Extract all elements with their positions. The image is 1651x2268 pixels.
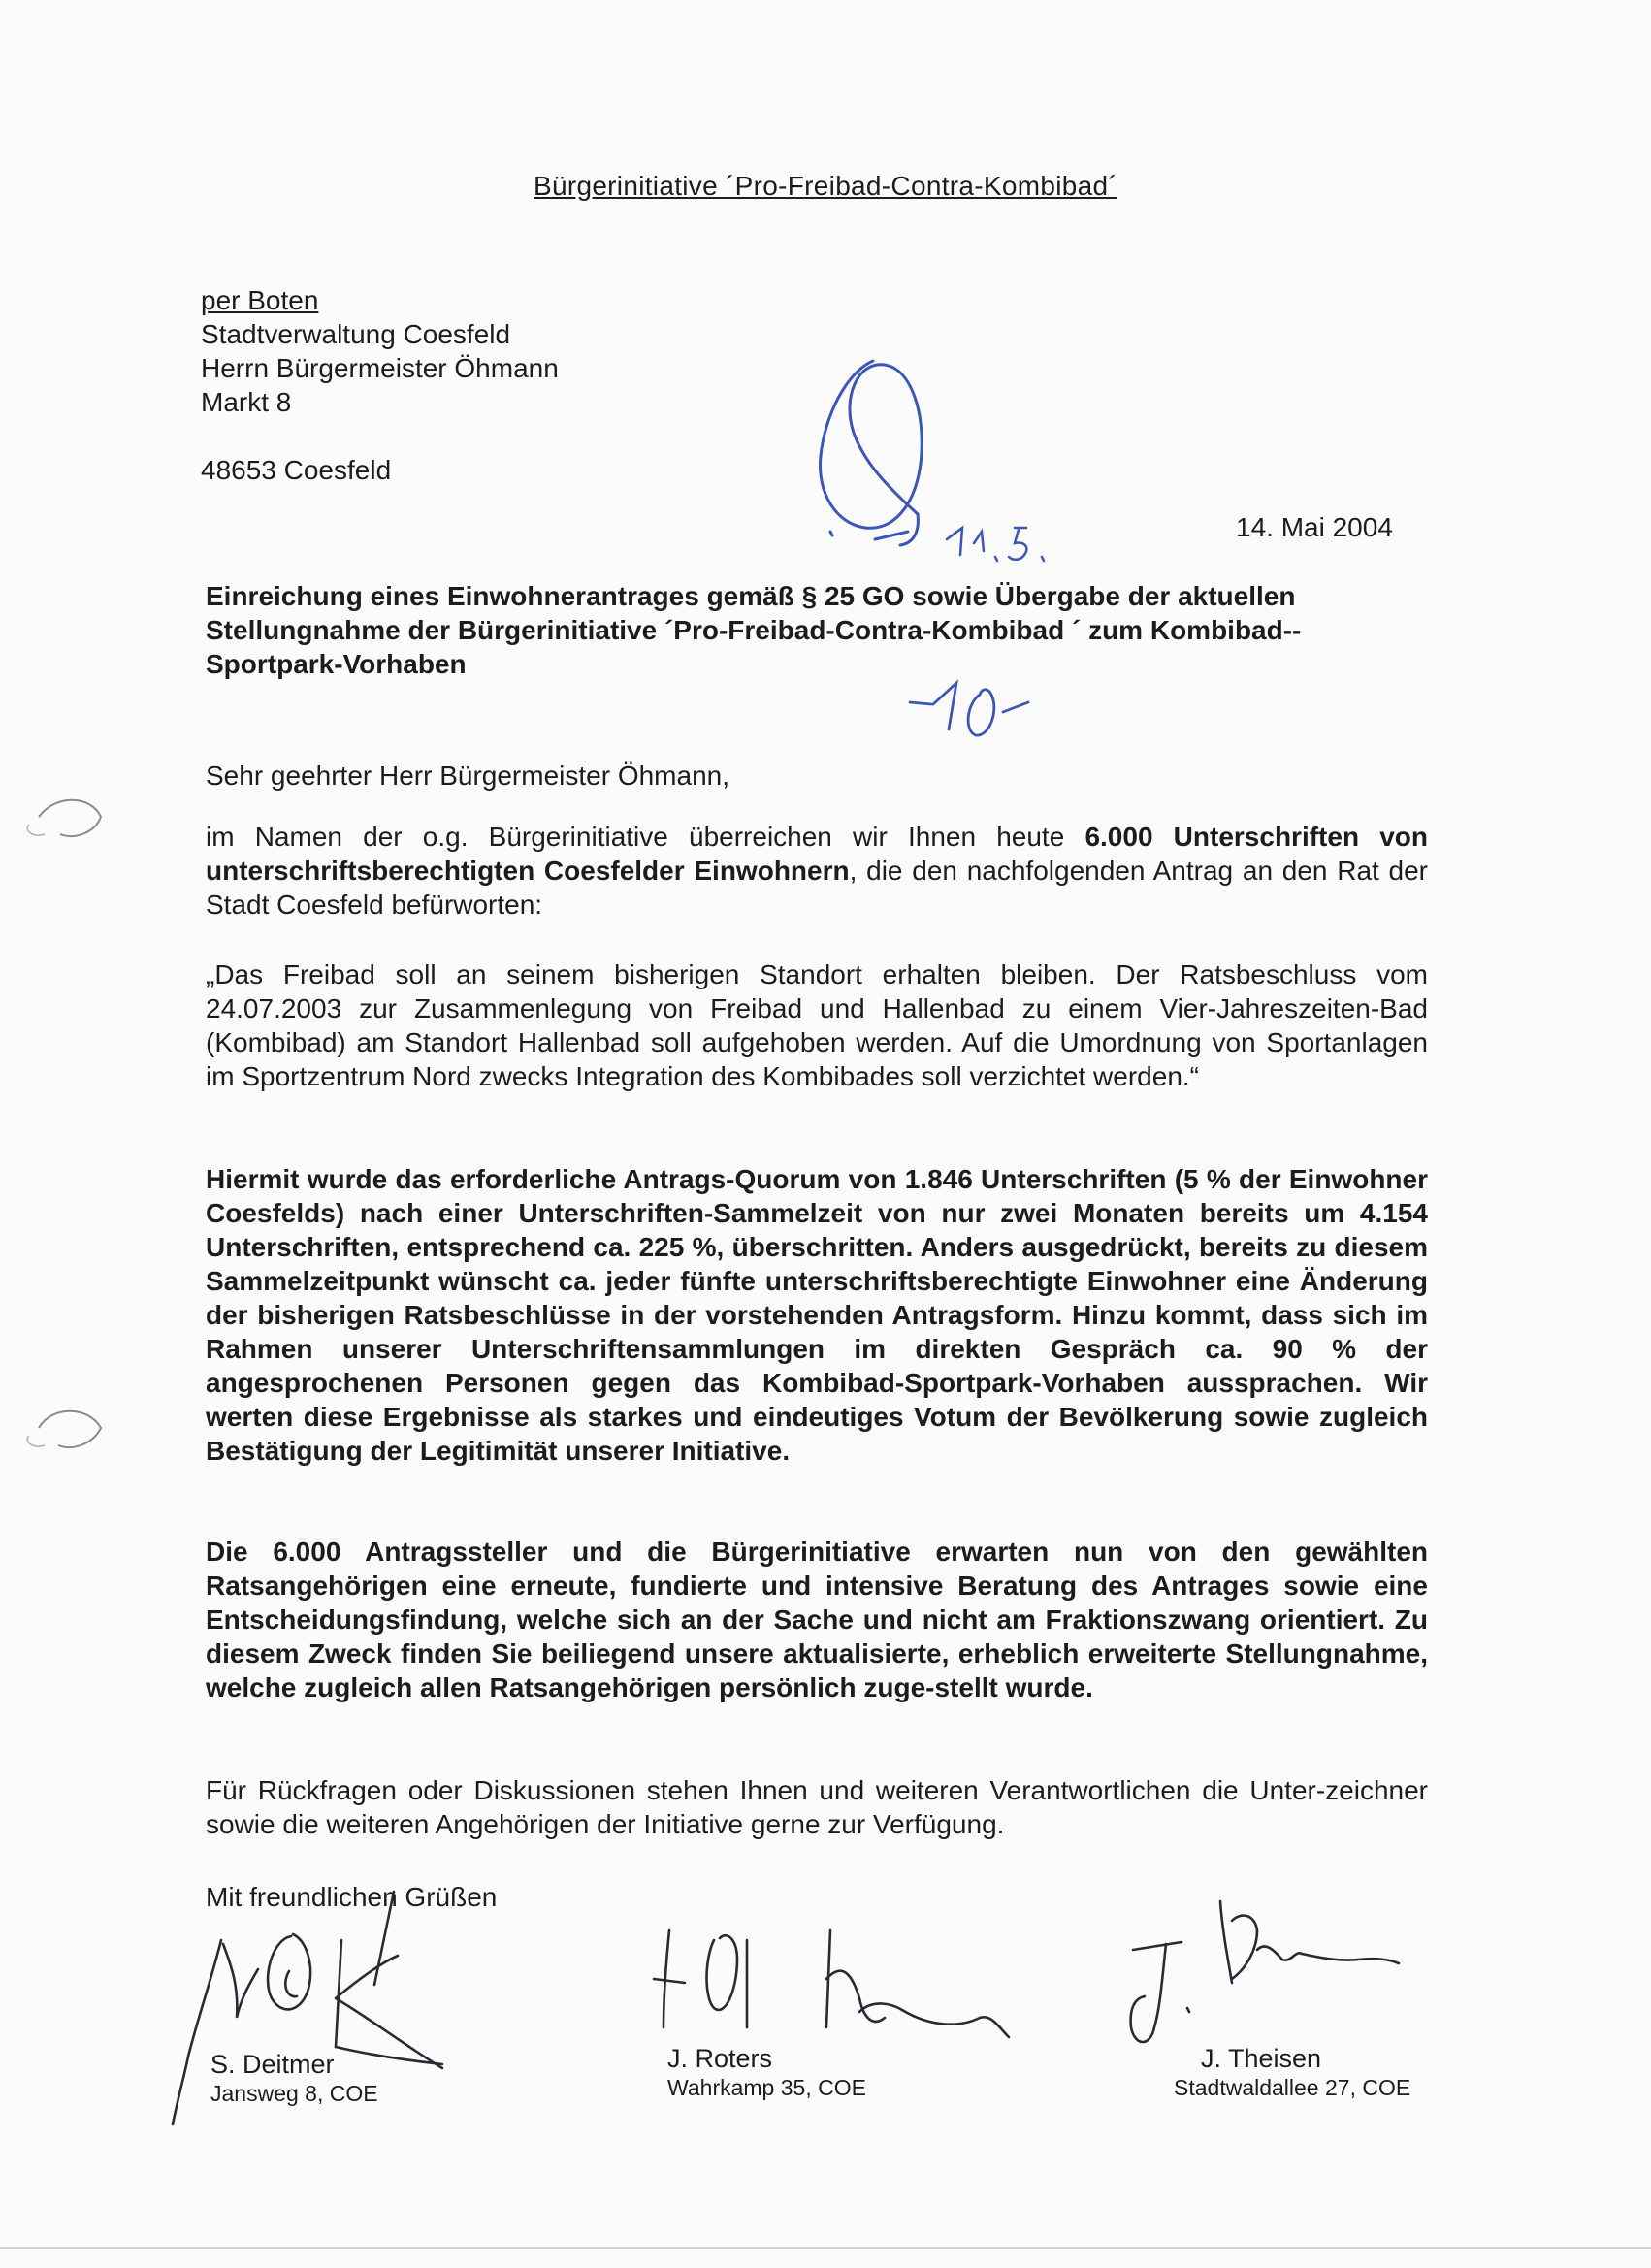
signer-address: Wahrkamp 35, COE — [667, 2075, 866, 2100]
signer-block-2 — [667, 2044, 866, 2102]
signer-block-1 — [210, 2050, 378, 2108]
handwritten-signature-icon — [654, 1930, 1009, 2037]
petition-quote: „Das Freibad soll an seinem bisherigen Standort erhalten bleiben. Der Ratsbeschluss vom 24.07.2003 zur Zusammenlegung von Freibad und Hallenbad zu einem Vier-Jahreszeiten-Bad (Kombibad) am Standort Hallenbad soll aufgehoben werden. Auf die Umordnung von Sportanlagen im Sportzentrum Nord zwecks Integration des Kombibades soll verzichtet werden.“ — [206, 959, 1428, 1091]
recipient-address — [201, 283, 559, 487]
punch-hole-icon — [27, 1411, 101, 1447]
handwritten-signature-icon — [1131, 1901, 1399, 2042]
punch-hole-icon — [27, 800, 101, 836]
signer-address: Jansweg 8, COE — [210, 2081, 378, 2106]
paragraph-contact: Für Rückfragen oder Diskussionen stehen Ihnen und weiteren Verantwortlichen die Unter-zeichner sowie die weiteren Angehörigen der Initiative gerne zur Verfügung. — [206, 1775, 1428, 1839]
recipient-postcode-city: 48653 Coesfeld — [201, 455, 392, 485]
delivery-method: per Boten — [201, 285, 319, 315]
recipient-line-2: Herrn Bürgermeister Öhmann — [201, 353, 559, 383]
scan-edge-line — [0, 2247, 1651, 2249]
paragraph-intro-bold: 6.000 Unterschriften von unterschriftsberechtigten Coesfelder Einwohnern — [206, 822, 1428, 886]
salutation: Sehr geehrter Herr Bürgermeister Öhmann, — [206, 761, 729, 791]
closing-greeting: Mit freundlichen Grüßen — [206, 1882, 498, 1912]
recipient-line-3: Markt 8 — [201, 387, 292, 417]
signer-address: Stadtwaldallee 27, COE — [1174, 2075, 1411, 2100]
recipient-line-1: Stadtverwaltung Coesfeld — [201, 319, 511, 349]
signer-name: J. Roters — [667, 2044, 773, 2073]
paragraph-intro-text-1: im Namen der o.g. Bürgerinitiative überreichen wir Ihnen heute — [206, 822, 1085, 852]
initiative-title: Bürgerinitiative ´Pro-Freibad-Contra-Kombibad´ — [533, 171, 1118, 201]
handwritten-date-note — [947, 528, 1044, 561]
signer-name: S. Deitmer — [210, 2050, 335, 2079]
handwritten-file-mark — [910, 683, 1028, 735]
subject-line: Einreichung eines Einwohnerantrages gemäß § 25 GO sowie Übergabe der aktuellen Stellungnahme der Bürgerinitiative ´Pro-Freibad-Contra-Kombibad ´ zum Kombibad--Sportpark-Vorhaben — [206, 581, 1302, 679]
handwritten-paraph-icon — [820, 361, 922, 545]
letter-date: 14. Mai 2004 — [1236, 512, 1393, 542]
paragraph-intro — [206, 820, 1428, 922]
paragraph-expectation: Die 6.000 Antragssteller und die Bürgerinitiative erwarten nun von den gewählten Ratsangehörigen eine erneute, fundierte und intensive Beratung des Antrages sowie eine Entscheidungsfindung, welche sich an der Sache und nicht am Fraktionszwang orientiert. Zu diesem Zweck finden Sie beiliegend unsere aktualisierte, erheblich erweiterte Stellungnahme, welche zugleich allen Ratsangehörigen persönlich zuge-stellt wurde. — [206, 1537, 1428, 1702]
signer-name: J. Theisen — [1201, 2044, 1322, 2073]
paragraph-intro-text-2: , die den nachfolgenden Antrag an den Rat der Stadt Coesfeld befürworten: — [206, 856, 1429, 920]
signer-block-3 — [1174, 2044, 1410, 2102]
paragraph-quorum: Hiermit wurde das erforderliche Antrags-Quorum von 1.846 Unterschriften (5 % der Einwohner Coesfelds) nach einer Unterschriften-Sammelzeit von nur zwei Monaten bereits um 4.154 Unterschriften, entsprechend ca. 225 %, überschritten. Anders ausgedrückt, bereits zu diesem Sammelzeitpunkt wünscht ca. jeder fünfte unterschriftsberechtigte Einwohner eine Änderung der bisherigen Ratsbeschlüsse in der vorstehenden Antragsform. Hinzu kommt, dass sich im Rahmen unserer Unterschriftensammlungen im direkten Gespräch ca. 90 % der angesprochenen Personen gegen das Kombibad-Sportpark-Vorhaben aussprachen. Wir werten diese Ergebnisse als starkes und eindeutiges Votum der Bevölkerung sowie zugleich Bestätigung der Legitimität unserer Initiative. — [206, 1164, 1428, 1466]
